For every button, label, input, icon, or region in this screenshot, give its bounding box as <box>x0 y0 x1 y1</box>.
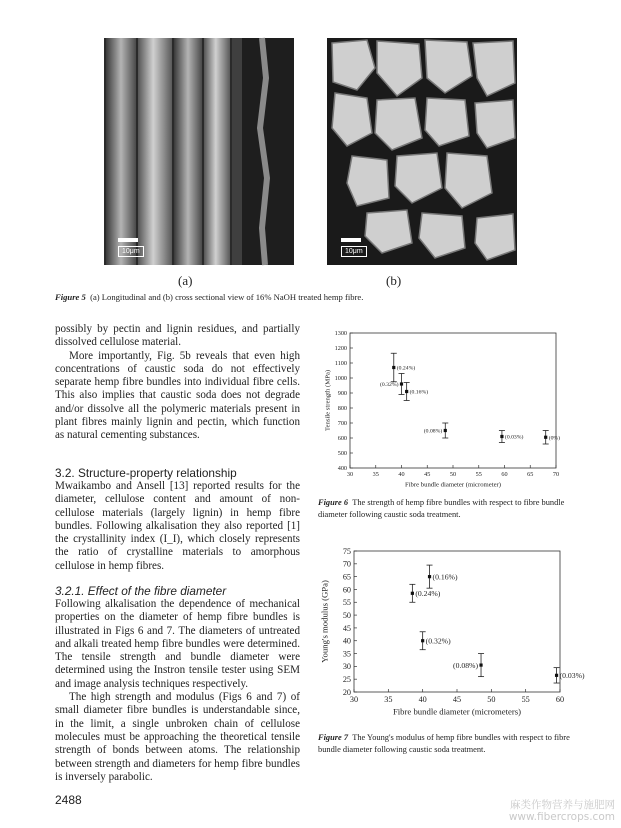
fig6-ytick-label: 500 <box>337 450 347 458</box>
subsection-heading: 3.2.1. Effect of the fibre diameter <box>55 584 227 598</box>
fig7-xtick-label: 60 <box>555 695 565 705</box>
panel-label-b: (b) <box>386 273 402 288</box>
paragraph-4: Following alkalisation the dependence of mechanical properties on the diameter of hemp fibre bundles is illustrated in Figs 6 and 7. The diameters of untreated and alkali treated hemp fibre bundles were determined. The tensile strength and bundle diameter were determined using the Instron tensile tester using SEM and image analysis techniques respectively. <box>55 598 300 690</box>
scale-bar-b <box>341 238 367 257</box>
fig6-data-point <box>544 436 547 439</box>
fig6-ylabel: Tensile strength (MPa) <box>324 369 332 432</box>
figure6-caption-text: The strength of hemp fibre bundles with respect to fibre bundle diameter following caustic soda treatment. <box>318 498 565 519</box>
paragraph-3: Mwaikambo and Ansell [13] reported results for the diameter, cellulose content and amount of non-cellulose materials (largely lignin) in hemp fibre bundles. Following alkalisation they also reported [1] the crystallinity index (I_I), which closely represents the ratio of crystalline materials to amorphous cellulose in hemp fibres. <box>55 480 300 572</box>
fig7-data-point <box>555 674 558 677</box>
fig6-xtick-label: 50 <box>449 471 457 479</box>
fig6-xtick-label: 45 <box>424 471 431 479</box>
fig7-xlabel: Fibre bundle diameter (micrometers) <box>392 706 522 717</box>
scale-label-b: 10μm <box>341 246 367 257</box>
fig7-point-label: (0.16%) <box>432 572 458 582</box>
fig7-ytick-label: 50 <box>342 610 351 620</box>
paragraph-5: The high strength and modulus (Figs 6 and 7) of small diameter fibre bundles is understandable since, in the limit, a single unbroken chain of cellulose molecules must be approaching the theoretical tensile strength of bonds between atoms. The relationship between strength and diameters for hemp fibre bundles is inversely parabolic. <box>55 691 300 783</box>
fig6-ytick-label: 1300 <box>334 330 347 338</box>
figure5-caption-label: Figure 5 <box>55 292 86 302</box>
fig7-ytick-label: 20 <box>342 687 351 697</box>
fig7-xtick-label: 40 <box>418 695 427 705</box>
fig7-point-label: (0.08%) <box>453 660 479 670</box>
fig7-ytick-label: 75 <box>342 546 351 556</box>
fig6-point-label: (0.32%) <box>380 382 399 389</box>
fig6-xtick-label: 35 <box>372 471 379 479</box>
page-number: 2488 <box>55 793 82 807</box>
fig7-ytick-label: 60 <box>342 585 351 595</box>
fig7-xtick-label: 55 <box>521 695 530 705</box>
fig7-data-point <box>421 639 424 642</box>
sem-longitudinal-graphic <box>104 38 294 265</box>
paragraph-2: More importantly, Fig. 5b reveals that even high concentrations of caustic soda do not effectively separate hemp fibre bundles into individual fibre cells. This also implies that caustic soda does not degrade and/or dissolve all the polymeric materials present in plant fibres mainly lignin and pectin, which function as natural cementing substances. <box>55 349 300 442</box>
fig7-point-label: (0.03%) <box>559 671 585 681</box>
fig6-xtick-label: 40 <box>398 471 405 479</box>
fig7-ytick-label: 30 <box>342 662 351 672</box>
figure7-caption <box>318 732 580 755</box>
fig6-plot-frame <box>350 333 556 468</box>
figure6-caption-label: Figure 6 <box>318 498 349 507</box>
body-block-1 <box>55 323 300 443</box>
fig6-point-label: (0.16%) <box>409 389 429 396</box>
fig6-ytick-label: 800 <box>337 405 347 413</box>
fig6-xtick-label: 30 <box>346 471 354 479</box>
fig6-xlabel: Fibre bundle diameter (micrometer) <box>404 481 502 489</box>
fig6-point-label: (0%) <box>548 435 561 442</box>
figure6-chart <box>318 328 580 494</box>
figure5-caption <box>55 292 363 302</box>
fig6-data-point <box>444 429 447 432</box>
fig7-xtick-label: 30 <box>349 695 359 705</box>
fig7-ytick-label: 35 <box>342 649 351 659</box>
scale-bar-a <box>118 238 144 257</box>
fig6-data-point <box>500 435 503 438</box>
fig6-point-label: (0.03%) <box>504 434 524 441</box>
fig7-ytick-label: 25 <box>342 675 351 685</box>
fig6-ytick-label: 400 <box>337 465 347 473</box>
fig6-data-point <box>400 382 403 385</box>
fig6-data-point <box>392 366 395 369</box>
fig6-ytick-label: 1100 <box>334 360 347 368</box>
fig7-ytick-label: 45 <box>342 623 351 633</box>
fig7-point-label: (0.24%) <box>415 589 441 599</box>
figure6-caption <box>318 497 580 520</box>
fig6-point-label: (0.08%) <box>423 428 443 435</box>
figure7-caption-label: Figure 7 <box>318 733 349 742</box>
watermark-line2: www.fibercrops.com <box>508 811 615 823</box>
sem-image-cross-section <box>327 38 517 265</box>
figure5-caption-text: (a) Longitudinal and (b) cross sectional view of 16% NaOH treated hemp fibre. <box>90 292 364 302</box>
fig7-data-point <box>479 663 482 666</box>
fig7-ytick-label: 65 <box>342 572 351 582</box>
fig7-xtick-label: 35 <box>384 695 393 705</box>
fig6-ytick-label: 600 <box>337 435 347 443</box>
fig7-ylabel: Young's modulus (GPa) <box>319 580 330 663</box>
panel-label-a: (a) <box>178 273 193 288</box>
fig6-ytick-label: 900 <box>337 390 347 398</box>
fig6-xtick-label: 55 <box>475 471 482 479</box>
body-block-2 <box>55 480 300 573</box>
fig7-point-label: (0.32%) <box>425 636 451 646</box>
sem-image-longitudinal <box>104 38 294 265</box>
body-block-3 <box>55 598 300 784</box>
fig6-ytick-label: 1200 <box>334 345 347 353</box>
fig6-data-point <box>405 390 408 393</box>
fig7-ytick-label: 40 <box>342 636 351 646</box>
fig7-ytick-label: 70 <box>342 559 351 569</box>
section-heading: 3.2. Structure-property relationship <box>55 466 237 480</box>
sem-cross-section-graphic <box>327 38 517 265</box>
fig6-point-label: (0.24%) <box>396 365 416 372</box>
fig7-xtick-label: 45 <box>452 695 462 705</box>
fig6-xtick-label: 65 <box>527 471 534 479</box>
fig7-ytick-label: 55 <box>342 598 351 608</box>
figure7-caption-text: The Young's modulus of hemp fibre bundles with respect to fibre bundle diameter following caustic soda treatment. <box>318 733 570 754</box>
fig7-xtick-label: 50 <box>487 695 496 705</box>
watermark-line1: 麻类作物营养与施肥网 <box>510 799 615 811</box>
fig6-xtick-label: 60 <box>501 471 508 479</box>
fig6-xtick-label: 70 <box>552 471 560 479</box>
fig6-ytick-label: 700 <box>337 420 347 428</box>
fig7-data-point <box>411 592 414 595</box>
paragraph-1: possibly by pectin and lignin residues, and partially dissolved cellulose material. <box>55 323 300 349</box>
figure7-chart <box>318 545 585 730</box>
fig6-ytick-label: 1000 <box>334 375 347 383</box>
scale-label-a: 10μm <box>118 246 144 257</box>
fig7-data-point <box>428 575 431 578</box>
